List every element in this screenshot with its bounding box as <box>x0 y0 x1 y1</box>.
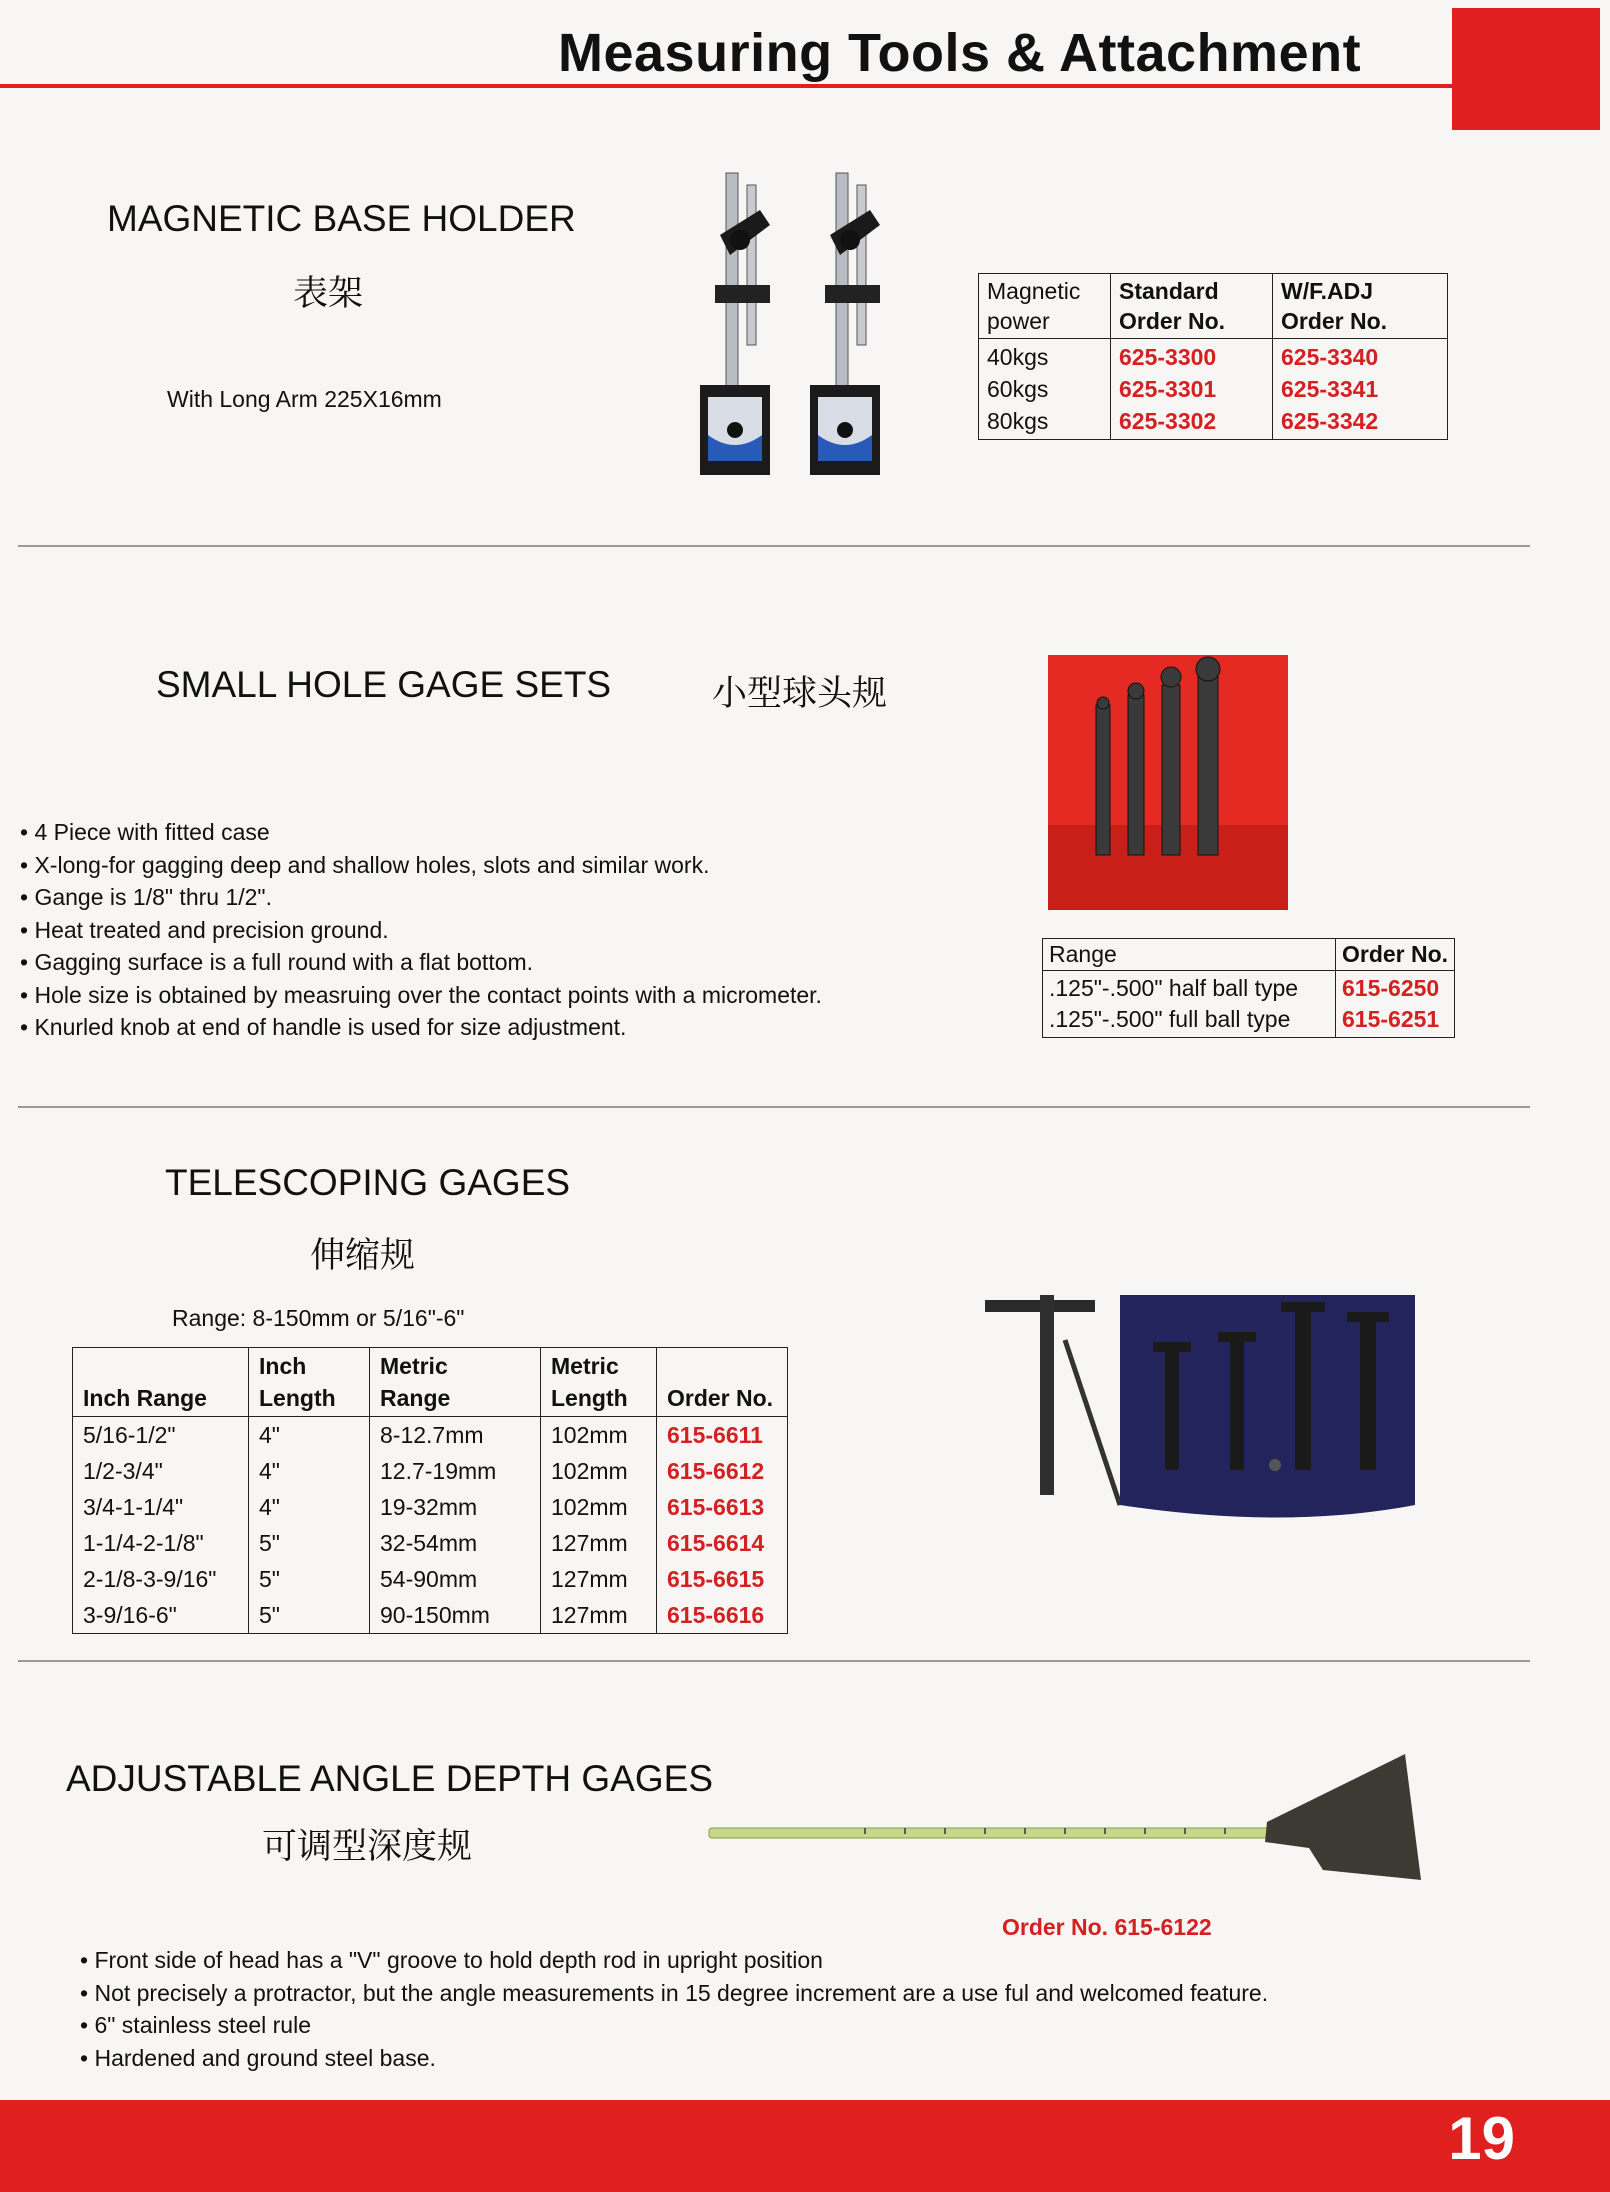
smallhole-header-range: Range <box>1043 939 1336 971</box>
tel-order: 615-6611 <box>657 1417 788 1454</box>
tel-header-order <box>657 1348 788 1417</box>
smallhole-set-image <box>1048 655 1288 910</box>
tel-inch-range: 1-1/4-2-1/8" <box>73 1525 249 1561</box>
magnetic-adj-cell <box>1273 339 1448 440</box>
tel-metric-range: 19-32mm <box>370 1489 541 1525</box>
bullet-item: • Heat treated and precision ground. <box>20 914 822 947</box>
bullet-item: • 4 Piece with fitted case <box>20 816 822 849</box>
section-divider <box>18 1660 1530 1662</box>
table-row <box>73 1417 788 1454</box>
telescoping-title: TELESCOPING GAGES <box>165 1162 571 1203</box>
bullet-item: • Gagging surface is a full round with a flat bottom. <box>20 946 822 979</box>
telescoping-range-note: Range: 8-150mm or 5/16"-6" <box>172 1305 465 1331</box>
magnetic-power-40: 40kgs <box>987 344 1049 370</box>
magnetic-power-80: 80kgs <box>987 408 1049 434</box>
tel-metric-length: 127mm <box>541 1525 657 1561</box>
magnetic-header-std <box>1111 274 1273 339</box>
magnetic-power-60: 60kgs <box>987 376 1049 402</box>
tel-metric-length: 102mm <box>541 1489 657 1525</box>
magnetic-std-cell <box>1111 339 1273 440</box>
tel-header-inch-length-l2: Length <box>259 1385 336 1411</box>
depth-bullets <box>80 1944 1268 2074</box>
tel-order: 615-6615 <box>657 1561 788 1597</box>
magnetic-holder-left <box>700 173 770 475</box>
tel-inch-range: 5/16-1/2" <box>73 1417 249 1454</box>
tel-header-metric-length-l2: Length <box>551 1385 628 1411</box>
tel-inch-length: 4" <box>249 1453 370 1489</box>
magnetic-holder-image <box>690 165 950 485</box>
magnetic-adj-order: 625-3342 <box>1281 408 1379 434</box>
magnetic-power-cell <box>979 339 1111 440</box>
tel-header-inch-range <box>73 1348 249 1417</box>
tel-order: 615-6613 <box>657 1489 788 1525</box>
magnetic-table <box>978 273 1448 440</box>
magnetic-title: MAGNETIC BASE HOLDER <box>107 198 576 239</box>
tel-metric-length: 102mm <box>541 1417 657 1454</box>
tel-metric-length: 127mm <box>541 1561 657 1597</box>
bullet-item: • 6" stainless steel rule <box>80 2009 1268 2042</box>
smallhole-range-cell <box>1043 971 1336 1038</box>
smallhole-bullets <box>20 816 822 1044</box>
tel-metric-length: 127mm <box>541 1597 657 1634</box>
table-row <box>73 1561 788 1597</box>
header-accent-block <box>1452 8 1600 130</box>
page-title: Measuring Tools & Attachment <box>558 23 1362 83</box>
smallhole-title-cn: 小型球头规 <box>712 674 888 713</box>
tel-inch-length: 5" <box>249 1561 370 1597</box>
tel-inch-length: 4" <box>249 1489 370 1525</box>
magnetic-header-adj-l2: Order No. <box>1281 308 1388 334</box>
depth-title-cn: 可调型深度规 <box>262 1827 473 1866</box>
tel-order: 615-6612 <box>657 1453 788 1489</box>
depth-order: Order No. 615-6122 <box>1002 1914 1212 1940</box>
tel-inch-range: 2-1/8-3-9/16" <box>73 1561 249 1597</box>
magnetic-header-adj-l1: W/F.ADJ <box>1281 278 1373 304</box>
tel-metric-range: 8-12.7mm <box>370 1417 541 1454</box>
table-row <box>73 1597 788 1634</box>
smallhole-title: SMALL HOLE GAGE SETS <box>156 664 612 705</box>
depth-title: ADJUSTABLE ANGLE DEPTH GAGES <box>66 1758 713 1799</box>
bullet-item: • Knurled knob at end of handle is used for size adjustment. <box>20 1011 822 1044</box>
magnetic-holder-right <box>810 173 880 475</box>
smallhole-order: 615-6251 <box>1342 1006 1440 1032</box>
telescoping-table <box>72 1347 788 1634</box>
bullet-item: • Not precisely a protractor, but the angle measurements in 15 degree increment are a use ful and welcomed feature. <box>80 1977 1268 2010</box>
tel-header-inch-length-l1: Inch <box>259 1353 307 1379</box>
tel-inch-range: 3-9/16-6" <box>73 1597 249 1634</box>
tel-metric-range: 12.7-19mm <box>370 1453 541 1489</box>
bullet-item: • Front side of head has a "V" groove to hold depth rod in upright position <box>80 1944 1268 1977</box>
magnetic-header-adj <box>1273 274 1448 339</box>
table-row <box>73 1489 788 1525</box>
magnetic-std-order: 625-3300 <box>1119 344 1217 370</box>
section-divider <box>18 1106 1530 1108</box>
magnetic-header-power-l1: Magnetic <box>987 278 1081 304</box>
tel-order: 615-6614 <box>657 1525 788 1561</box>
smallhole-table <box>1042 938 1455 1038</box>
tel-header-inch-length <box>249 1348 370 1417</box>
tel-metric-range: 90-150mm <box>370 1597 541 1634</box>
bullet-item: • Gange is 1/8" thru 1/2". <box>20 881 822 914</box>
tel-inch-range: 1/2-3/4" <box>73 1453 249 1489</box>
magnetic-adj-order: 625-3341 <box>1281 376 1379 402</box>
smallhole-order: 615-6250 <box>1342 975 1440 1001</box>
magnetic-header-power-l2: power <box>987 308 1050 334</box>
tel-metric-range: 54-90mm <box>370 1561 541 1597</box>
table-row <box>73 1453 788 1489</box>
magnetic-adj-order: 625-3340 <box>1281 344 1379 370</box>
header-rule <box>0 84 1452 88</box>
bullet-item: • X-long-for gagging deep and shallow holes, slots and similar work. <box>20 849 822 882</box>
section-divider <box>18 545 1530 547</box>
magnetic-std-order: 625-3301 <box>1119 376 1217 402</box>
smallhole-order-cell <box>1336 971 1455 1038</box>
bullet-item: • Hardened and ground steel base. <box>80 2042 1268 2075</box>
magnetic-header-std-l1: Standard <box>1119 278 1219 304</box>
telescoping-set-image <box>985 1280 1425 1525</box>
magnetic-std-order: 625-3302 <box>1119 408 1217 434</box>
tel-header-inch-range-text: Inch Range <box>83 1385 207 1411</box>
telescoping-title-cn: 伸缩规 <box>310 1236 416 1275</box>
tel-inch-length: 5" <box>249 1597 370 1634</box>
magnetic-header-power <box>979 274 1111 339</box>
tel-header-metric-length-l1: Metric <box>551 1353 619 1379</box>
tel-header-metric-range-l1: Metric <box>380 1353 448 1379</box>
tel-header-metric-range <box>370 1348 541 1417</box>
tel-order: 615-6616 <box>657 1597 788 1634</box>
magnetic-note: With Long Arm 225X16mm <box>167 386 442 412</box>
magnetic-title-cn: 表架 <box>293 274 364 313</box>
tel-header-metric-range-l2: Range <box>380 1385 451 1411</box>
tel-metric-range: 32-54mm <box>370 1525 541 1561</box>
smallhole-range: .125"-.500" half ball type <box>1049 975 1299 1001</box>
smallhole-range: .125"-.500" full ball type <box>1049 1006 1291 1032</box>
footer-bar <box>0 2100 1610 2192</box>
magnetic-header-std-l2: Order No. <box>1119 308 1226 334</box>
table-row <box>73 1525 788 1561</box>
tel-inch-length: 4" <box>249 1417 370 1454</box>
depth-gage-image <box>705 1750 1425 1890</box>
smallhole-header-order: Order No. <box>1336 939 1455 971</box>
bullet-item: • Hole size is obtained by measruing over the contact points with a micrometer. <box>20 979 822 1012</box>
tel-header-metric-length <box>541 1348 657 1417</box>
page-number: 19 <box>1448 2105 1515 2172</box>
tel-inch-length: 5" <box>249 1525 370 1561</box>
tel-header-order-text: Order No. <box>667 1385 774 1411</box>
tel-metric-length: 102mm <box>541 1453 657 1489</box>
tel-inch-range: 3/4-1-1/4" <box>73 1489 249 1525</box>
